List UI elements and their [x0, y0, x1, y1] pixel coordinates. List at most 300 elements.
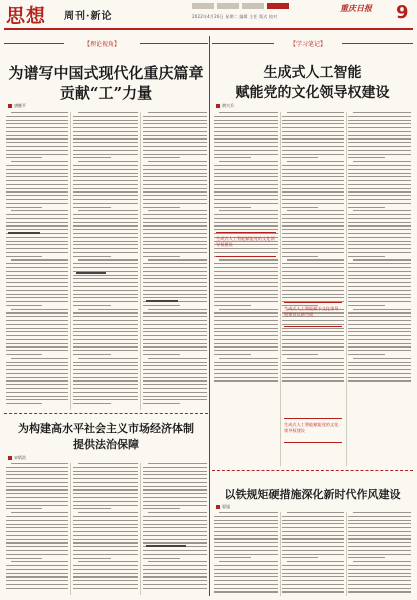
article4-column-2: [282, 512, 344, 595]
text-line: [143, 225, 207, 226]
text-line: [348, 282, 411, 283]
text-line: [282, 248, 344, 249]
text-line: [6, 505, 68, 506]
text-line: [143, 157, 180, 158]
text-line: [6, 316, 68, 317]
column-rule: [346, 512, 347, 596]
text-line: [6, 474, 68, 475]
section-line: [4, 43, 64, 44]
quote-bar: [284, 442, 342, 443]
text-line: [148, 512, 207, 513]
text-line: [282, 584, 344, 585]
text-line: [348, 576, 411, 577]
text-line: [348, 354, 385, 355]
text-line: [6, 399, 68, 400]
text-line: [214, 203, 278, 204]
text-line: [6, 380, 68, 381]
text-line: [214, 316, 278, 317]
text-line: [73, 467, 138, 468]
text-line: [348, 573, 411, 574]
text-line: [6, 207, 42, 208]
text-line: [143, 339, 207, 340]
text-line: [348, 380, 411, 381]
text-line: [73, 237, 138, 238]
text-line: [73, 328, 138, 329]
text-line: [214, 527, 278, 528]
section-line: [140, 43, 208, 44]
text-line: [214, 588, 278, 589]
section-tab: [217, 3, 239, 9]
text-line: [143, 180, 207, 181]
text-line: [143, 508, 180, 509]
text-line: [143, 392, 207, 393]
text-line: [282, 369, 344, 370]
text-line: [6, 328, 68, 329]
text-line: [214, 127, 278, 128]
text-line: [282, 380, 344, 381]
text-line: [143, 305, 180, 306]
text-line: [282, 229, 344, 230]
text-line: [73, 244, 138, 245]
text-line: [348, 346, 411, 347]
text-line: [73, 324, 138, 325]
text-line: [73, 127, 138, 128]
text-line: [143, 256, 180, 257]
text-line: [348, 516, 411, 517]
text-line: [6, 396, 68, 397]
text-line: [6, 388, 68, 389]
text-line: [348, 123, 411, 124]
text-line: [214, 294, 278, 295]
text-line: [73, 576, 138, 577]
text-line: [214, 346, 278, 347]
text-line: [6, 558, 42, 559]
text-line: [353, 259, 411, 260]
text-line: [6, 237, 68, 238]
text-line: [348, 203, 411, 204]
text-line: [214, 180, 278, 181]
text-line: [73, 554, 138, 555]
article3-headline-line2: 提供法治保障: [73, 438, 139, 451]
text-line: [143, 516, 207, 517]
text-line: [214, 142, 278, 143]
text-line: [214, 278, 278, 279]
text-line: [78, 463, 138, 464]
quote-bar: [284, 326, 342, 327]
text-line: [6, 294, 68, 295]
article1-subhead: [8, 232, 40, 234]
text-line: [214, 248, 278, 249]
text-line: [348, 324, 411, 325]
text-line: [348, 365, 411, 366]
text-line: [6, 241, 68, 242]
text-line: [282, 542, 344, 543]
text-line: [214, 218, 278, 219]
text-line: [143, 384, 207, 385]
text-line: [282, 244, 344, 245]
text-line: [282, 184, 344, 185]
text-line: [214, 584, 278, 585]
text-line: [6, 218, 68, 219]
text-line: [6, 569, 68, 570]
text-line: [282, 294, 344, 295]
section-tab-active: [267, 3, 289, 9]
text-line: [348, 328, 411, 329]
text-line: [6, 116, 68, 117]
text-line: [73, 482, 138, 483]
text-line: [282, 203, 344, 204]
text-line: [214, 290, 278, 291]
text-line: [282, 191, 344, 192]
text-line: [282, 218, 344, 219]
text-line: [348, 222, 411, 223]
text-line: [6, 331, 68, 332]
text-line: [348, 316, 411, 317]
byline-marker-icon: [8, 456, 12, 460]
text-line: [214, 591, 278, 592]
text-line: [6, 154, 68, 155]
text-line: [73, 275, 138, 276]
text-line: [214, 531, 278, 532]
text-line: [6, 542, 68, 543]
text-line: [348, 233, 411, 234]
text-line: [6, 486, 68, 487]
text-line: [353, 112, 411, 113]
text-line: [282, 335, 344, 336]
text-line: [78, 358, 138, 359]
text-line: [282, 565, 344, 566]
text-line: [219, 512, 278, 513]
text-line: [6, 135, 68, 136]
text-line: [219, 259, 278, 260]
text-line: [214, 191, 278, 192]
text-line: [214, 576, 278, 577]
text-line: [6, 576, 68, 577]
text-line: [6, 478, 68, 479]
text-line: [6, 180, 68, 181]
text-line: [6, 384, 68, 385]
text-line: [73, 546, 138, 547]
text-line: [6, 176, 68, 177]
text-line: [214, 282, 278, 283]
text-line: [73, 267, 138, 268]
text-line: [348, 523, 411, 524]
text-line: [73, 531, 138, 532]
text-line: [348, 591, 411, 592]
text-line: [6, 142, 68, 143]
text-line: [143, 573, 207, 574]
text-line: [287, 210, 344, 211]
text-line: [214, 169, 278, 170]
text-line: [73, 169, 138, 170]
section-line: [212, 43, 274, 44]
column-rule: [280, 512, 281, 596]
text-line: [143, 229, 207, 230]
text-line: [6, 278, 68, 279]
text-line: [214, 207, 251, 208]
text-line: [348, 373, 411, 374]
text-line: [143, 558, 180, 559]
text-line: [143, 489, 207, 490]
column-rule: [140, 463, 141, 595]
text-line: [73, 278, 138, 279]
text-line: [282, 199, 344, 200]
text-line: [348, 165, 411, 166]
text-line: [78, 259, 138, 260]
center-divider: [209, 36, 210, 596]
text-line: [143, 471, 207, 472]
text-line: [73, 539, 138, 540]
text-line: [219, 309, 278, 310]
text-line: [6, 120, 68, 121]
text-line: [143, 554, 207, 555]
text-line: [214, 199, 278, 200]
text-line: [73, 343, 138, 344]
text-line: [73, 497, 138, 498]
text-line: [73, 584, 138, 585]
text-line: [143, 346, 207, 347]
text-line: [214, 546, 278, 547]
text-line: [214, 263, 278, 264]
text-line: [348, 554, 411, 555]
text-line: [6, 377, 68, 378]
text-line: [214, 173, 278, 174]
text-line: [348, 290, 411, 291]
text-line: [214, 538, 278, 539]
text-line: [282, 233, 344, 234]
text-line: [348, 207, 385, 208]
text-line: [219, 112, 278, 113]
text-line: [348, 195, 411, 196]
text-line: [348, 150, 411, 151]
text-line: [348, 218, 411, 219]
text-line: [6, 290, 68, 291]
text-line: [348, 305, 385, 306]
text-line: [143, 493, 207, 494]
text-line: [214, 222, 278, 223]
text-line: [348, 531, 411, 532]
text-line: [287, 358, 344, 359]
text-line: [6, 354, 42, 355]
text-line: [78, 112, 138, 113]
text-line: [143, 199, 207, 200]
text-line: [282, 362, 344, 363]
text-line: [148, 210, 207, 211]
text-line: [214, 580, 278, 581]
text-line: [214, 573, 278, 574]
text-line: [11, 112, 68, 113]
article2-column-2: [282, 112, 344, 384]
newspaper-logo: 重庆日报: [340, 3, 372, 13]
text-line: [282, 591, 344, 592]
text-line: [214, 188, 278, 189]
text-line: [282, 350, 344, 351]
text-line: [348, 565, 411, 566]
text-line: [214, 297, 278, 298]
text-line: [73, 486, 138, 487]
article4-column-3: [348, 512, 411, 595]
text-line: [78, 210, 138, 211]
text-line: [282, 165, 344, 166]
text-line: [143, 244, 207, 245]
text-line: [6, 392, 68, 393]
text-line: [73, 335, 138, 336]
text-line: [73, 373, 138, 374]
text-line: [143, 362, 207, 363]
text-line: [6, 324, 68, 325]
text-line: [73, 154, 138, 155]
text-line: [348, 343, 411, 344]
text-line: [148, 358, 207, 359]
text-line: [73, 135, 138, 136]
article1-subhead: [146, 300, 178, 302]
text-line: [282, 286, 344, 287]
text-line: [348, 173, 411, 174]
text-line: [348, 256, 385, 257]
text-line: [143, 320, 207, 321]
text-line: [348, 520, 411, 521]
text-line: [6, 467, 68, 468]
masthead-date-info: 2022年4月26日 星期二 编辑 主任 版式 校对: [192, 14, 278, 19]
article2-column-3: [348, 112, 411, 384]
text-line: [73, 256, 111, 257]
text-line: [282, 546, 344, 547]
text-line: [73, 320, 138, 321]
text-line: [6, 554, 68, 555]
article1-subhead: [76, 272, 106, 274]
text-line: [6, 527, 68, 528]
article1-column-3: [143, 112, 207, 407]
text-line: [143, 497, 207, 498]
text-line: [348, 546, 411, 547]
text-line: [6, 271, 68, 272]
text-line: [287, 512, 344, 513]
text-line: [6, 373, 68, 374]
text-line: [214, 339, 278, 340]
text-line: [348, 237, 411, 238]
text-line: [73, 214, 138, 215]
text-line: [73, 501, 138, 502]
text-line: [214, 131, 278, 132]
text-line: [6, 493, 68, 494]
text-line: [214, 225, 278, 226]
text-line: [348, 184, 411, 185]
text-line: [214, 554, 278, 555]
text-line: [11, 259, 68, 260]
quote-bar: [284, 418, 342, 419]
text-line: [287, 259, 344, 260]
text-line: [282, 142, 344, 143]
text-line: [6, 244, 68, 245]
text-line: [214, 301, 278, 302]
masthead-subtitle: 周刊·新论: [64, 11, 113, 22]
text-line: [143, 365, 207, 366]
text-line: [282, 252, 344, 253]
column-rule: [70, 463, 71, 595]
text-line: [143, 569, 207, 570]
text-line: [73, 399, 138, 400]
text-line: [11, 309, 68, 310]
text-line: [143, 542, 207, 543]
text-line: [6, 531, 68, 532]
text-line: [219, 161, 278, 162]
article1-byline: [8, 103, 26, 109]
text-line: [348, 116, 411, 117]
byline-marker-icon: [216, 505, 220, 509]
text-line: [214, 320, 278, 321]
text-line: [348, 312, 411, 313]
text-line: [214, 123, 278, 124]
text-line: [11, 463, 68, 464]
text-line: [73, 331, 138, 332]
article4-column-1: [214, 512, 278, 595]
text-line: [214, 120, 278, 121]
text-line: [214, 233, 278, 234]
text-line: [143, 350, 207, 351]
text-line: [353, 561, 411, 562]
text-line: [143, 263, 207, 264]
text-line: [282, 154, 344, 155]
text-line: [214, 520, 278, 521]
text-line: [348, 120, 411, 121]
text-line: [73, 203, 138, 204]
text-line: [282, 557, 318, 558]
text-line: [73, 527, 138, 528]
masthead-rule: [4, 28, 413, 30]
text-line: [219, 210, 278, 211]
text-line: [348, 331, 411, 332]
text-line: [73, 520, 138, 521]
text-line: [11, 358, 68, 359]
text-line: [73, 173, 138, 174]
text-line: [348, 350, 411, 351]
text-line: [348, 131, 411, 132]
text-line: [6, 343, 68, 344]
text-line: [143, 150, 207, 151]
text-line: [348, 320, 411, 321]
text-line: [143, 331, 207, 332]
section-line: [342, 43, 413, 44]
text-line: [282, 588, 344, 589]
text-line: [143, 467, 207, 468]
text-line: [6, 225, 68, 226]
text-line: [143, 176, 207, 177]
text-line: [282, 290, 344, 291]
text-line: [6, 339, 68, 340]
text-line: [214, 377, 278, 378]
text-line: [6, 146, 68, 147]
text-line: [214, 362, 278, 363]
text-line: [6, 229, 68, 230]
text-line: [282, 297, 344, 298]
text-line: [73, 290, 138, 291]
text-line: [143, 154, 207, 155]
text-line: [143, 165, 207, 166]
text-line: [143, 584, 207, 585]
text-line: [78, 561, 138, 562]
text-line: [214, 557, 251, 558]
text-line: [214, 569, 278, 570]
article2-headline-line2: 赋能党的文化领导权建设: [235, 85, 390, 101]
text-line: [143, 146, 207, 147]
text-line: [143, 474, 207, 475]
text-line: [143, 278, 207, 279]
text-line: [282, 346, 344, 347]
text-line: [282, 320, 344, 321]
text-line: [282, 127, 344, 128]
text-line: [282, 573, 344, 574]
text-line: [348, 362, 411, 363]
